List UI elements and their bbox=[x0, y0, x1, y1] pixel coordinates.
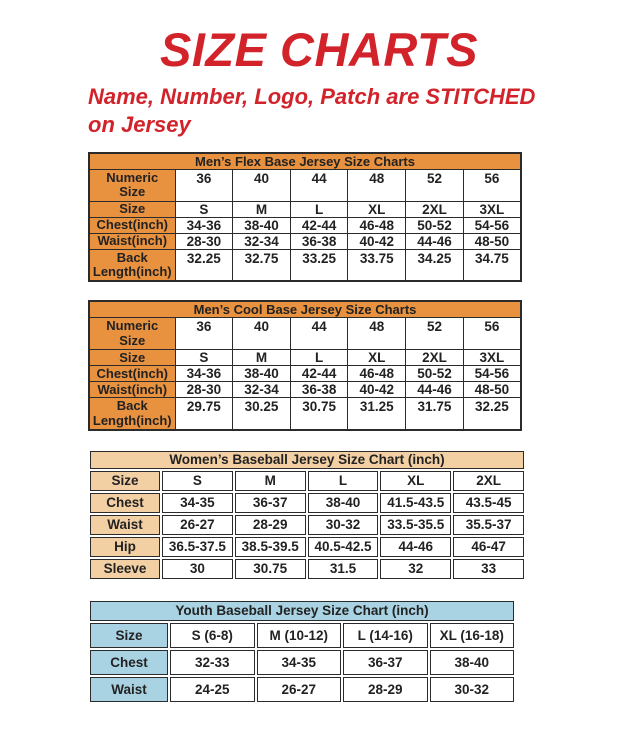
value-cell: 34-36 bbox=[175, 366, 233, 382]
table-row bbox=[90, 623, 514, 648]
row-label-cell: Size bbox=[89, 350, 175, 366]
value-cell: M bbox=[233, 350, 291, 366]
value-cell: 26-27 bbox=[162, 515, 233, 535]
value-cell: 30-32 bbox=[430, 677, 515, 702]
value-cell: 34.25 bbox=[406, 249, 464, 281]
value-cell: 2XL bbox=[453, 471, 524, 491]
value-cell: 48 bbox=[348, 169, 406, 201]
row-label-cell: Size bbox=[90, 471, 160, 491]
value-cell: 50-52 bbox=[406, 366, 464, 382]
table-row bbox=[89, 169, 521, 201]
value-cell: 50-52 bbox=[406, 217, 464, 233]
table-row bbox=[89, 249, 521, 281]
value-cell: 33.75 bbox=[348, 249, 406, 281]
value-cell: 35.5-37 bbox=[453, 515, 524, 535]
row-label-cell: Waist bbox=[90, 677, 168, 702]
value-cell: 33.5-35.5 bbox=[380, 515, 451, 535]
table-row bbox=[89, 233, 521, 249]
table-row bbox=[89, 318, 521, 350]
value-cell: S (6-8) bbox=[170, 623, 255, 648]
value-cell: 38-40 bbox=[233, 217, 291, 233]
value-cell: S bbox=[162, 471, 233, 491]
table-row bbox=[89, 398, 521, 430]
mens-flex-base-table bbox=[88, 152, 522, 283]
value-cell: 24-25 bbox=[170, 677, 255, 702]
table-row bbox=[89, 382, 521, 398]
value-cell: 46-48 bbox=[348, 366, 406, 382]
value-cell: 40 bbox=[233, 318, 291, 350]
value-cell: 28-29 bbox=[235, 515, 306, 535]
value-cell: 42-44 bbox=[290, 217, 348, 233]
value-cell: 3XL bbox=[463, 350, 521, 366]
value-cell: XL bbox=[348, 201, 406, 217]
value-cell: 28-30 bbox=[175, 233, 233, 249]
value-cell: M bbox=[235, 471, 306, 491]
row-label-cell: Waist bbox=[90, 515, 160, 535]
value-cell: 52 bbox=[406, 318, 464, 350]
value-cell: 44 bbox=[290, 169, 348, 201]
value-cell: 40-42 bbox=[348, 382, 406, 398]
row-label-cell: Chest(inch) bbox=[89, 366, 175, 382]
table-title-row bbox=[89, 153, 521, 170]
value-cell: 31.25 bbox=[348, 398, 406, 430]
value-cell: 30-32 bbox=[308, 515, 379, 535]
value-cell: 31.75 bbox=[406, 398, 464, 430]
table-title-row bbox=[89, 301, 521, 318]
table-title-row bbox=[90, 451, 524, 469]
value-cell: 32.25 bbox=[463, 398, 521, 430]
row-label-cell: Back Length(inch) bbox=[89, 398, 175, 430]
value-cell: 30.75 bbox=[290, 398, 348, 430]
value-cell: 44 bbox=[290, 318, 348, 350]
row-label-cell: Chest bbox=[90, 650, 168, 675]
value-cell: 29.75 bbox=[175, 398, 233, 430]
page-title: SIZE CHARTS bbox=[160, 23, 478, 76]
value-cell: 33 bbox=[453, 559, 524, 579]
value-cell: L bbox=[290, 350, 348, 366]
value-cell: 56 bbox=[463, 318, 521, 350]
value-cell: 34-35 bbox=[257, 650, 342, 675]
value-cell: M bbox=[233, 201, 291, 217]
value-cell: 46-47 bbox=[453, 537, 524, 557]
value-cell: XL (16-18) bbox=[430, 623, 515, 648]
value-cell: 32.75 bbox=[233, 249, 291, 281]
value-cell: 44-46 bbox=[380, 537, 451, 557]
row-label-cell: Chest(inch) bbox=[89, 217, 175, 233]
value-cell: 34-35 bbox=[162, 493, 233, 513]
table-row bbox=[90, 650, 514, 675]
tables-container bbox=[88, 152, 638, 704]
value-cell: 30 bbox=[162, 559, 233, 579]
value-cell: 44-46 bbox=[406, 382, 464, 398]
row-label-cell: Waist(inch) bbox=[89, 382, 175, 398]
table-title: Youth Baseball Jersey Size Chart (inch) bbox=[90, 601, 514, 621]
value-cell: 36 bbox=[175, 169, 233, 201]
table-row bbox=[90, 515, 524, 535]
value-cell: 48-50 bbox=[463, 233, 521, 249]
value-cell: 56 bbox=[463, 169, 521, 201]
value-cell: 34.75 bbox=[463, 249, 521, 281]
value-cell: 36 bbox=[175, 318, 233, 350]
row-label-cell: Numeric Size bbox=[89, 169, 175, 201]
value-cell: 36-38 bbox=[290, 382, 348, 398]
table-row bbox=[89, 366, 521, 382]
value-cell: 38.5-39.5 bbox=[235, 537, 306, 557]
value-cell: M (10-12) bbox=[257, 623, 342, 648]
table-row bbox=[90, 559, 524, 579]
value-cell: L (14-16) bbox=[343, 623, 428, 648]
value-cell: S bbox=[175, 350, 233, 366]
value-cell: 32 bbox=[380, 559, 451, 579]
page-subtitle-line2: on Jersey bbox=[88, 112, 191, 138]
table-title-row bbox=[90, 601, 514, 621]
value-cell: 28-29 bbox=[343, 677, 428, 702]
value-cell: 38-40 bbox=[233, 366, 291, 382]
value-cell: 32-34 bbox=[233, 233, 291, 249]
value-cell: 3XL bbox=[463, 201, 521, 217]
value-cell: 26-27 bbox=[257, 677, 342, 702]
value-cell: 32.25 bbox=[175, 249, 233, 281]
row-label-cell: Size bbox=[89, 201, 175, 217]
value-cell: 33.25 bbox=[290, 249, 348, 281]
row-label-cell: Waist(inch) bbox=[89, 233, 175, 249]
table-title: Men’s Cool Base Jersey Size Charts bbox=[89, 301, 521, 318]
row-label-cell: Back Length(inch) bbox=[89, 249, 175, 281]
value-cell: 52 bbox=[406, 169, 464, 201]
table-row bbox=[89, 217, 521, 233]
value-cell: 48-50 bbox=[463, 382, 521, 398]
row-label-cell: Hip bbox=[90, 537, 160, 557]
value-cell: S bbox=[175, 201, 233, 217]
value-cell: 46-48 bbox=[348, 217, 406, 233]
value-cell: 30.75 bbox=[235, 559, 306, 579]
table-row bbox=[90, 677, 514, 702]
value-cell: 54-56 bbox=[463, 217, 521, 233]
value-cell: 44-46 bbox=[406, 233, 464, 249]
table-row bbox=[89, 350, 521, 366]
value-cell: 41.5-43.5 bbox=[380, 493, 451, 513]
value-cell: 38-40 bbox=[430, 650, 515, 675]
value-cell: 36-37 bbox=[235, 493, 306, 513]
mens-cool-base-table bbox=[88, 300, 522, 431]
value-cell: 40.5-42.5 bbox=[308, 537, 379, 557]
page-subtitle bbox=[88, 83, 638, 140]
youth-baseball-table bbox=[88, 599, 516, 704]
table-row bbox=[89, 201, 521, 217]
table-row bbox=[90, 493, 524, 513]
table-title: Men’s Flex Base Jersey Size Charts bbox=[89, 153, 521, 170]
value-cell: 34-36 bbox=[175, 217, 233, 233]
value-cell: 30.25 bbox=[233, 398, 291, 430]
value-cell: 32-33 bbox=[170, 650, 255, 675]
row-label-cell: Sleeve bbox=[90, 559, 160, 579]
value-cell: 2XL bbox=[406, 350, 464, 366]
value-cell: 42-44 bbox=[290, 366, 348, 382]
value-cell: 43.5-45 bbox=[453, 493, 524, 513]
value-cell: XL bbox=[380, 471, 451, 491]
value-cell: 32-34 bbox=[233, 382, 291, 398]
value-cell: L bbox=[290, 201, 348, 217]
value-cell: 40-42 bbox=[348, 233, 406, 249]
value-cell: XL bbox=[348, 350, 406, 366]
value-cell: 36.5-37.5 bbox=[162, 537, 233, 557]
row-label-cell: Chest bbox=[90, 493, 160, 513]
womens-baseball-table bbox=[88, 449, 526, 581]
value-cell: L bbox=[308, 471, 379, 491]
value-cell: 28-30 bbox=[175, 382, 233, 398]
row-label-cell: Size bbox=[90, 623, 168, 648]
table-title: Women’s Baseball Jersey Size Chart (inch) bbox=[90, 451, 524, 469]
value-cell: 38-40 bbox=[308, 493, 379, 513]
page-subtitle-line1: Name, Number, Logo, Patch are STITCHED bbox=[88, 83, 536, 109]
value-cell: 31.5 bbox=[308, 559, 379, 579]
row-label-cell: Numeric Size bbox=[89, 318, 175, 350]
value-cell: 36-38 bbox=[290, 233, 348, 249]
table-row bbox=[90, 471, 524, 491]
value-cell: 2XL bbox=[406, 201, 464, 217]
value-cell: 48 bbox=[348, 318, 406, 350]
value-cell: 36-37 bbox=[343, 650, 428, 675]
value-cell: 54-56 bbox=[463, 366, 521, 382]
value-cell: 40 bbox=[233, 169, 291, 201]
table-row bbox=[90, 537, 524, 557]
